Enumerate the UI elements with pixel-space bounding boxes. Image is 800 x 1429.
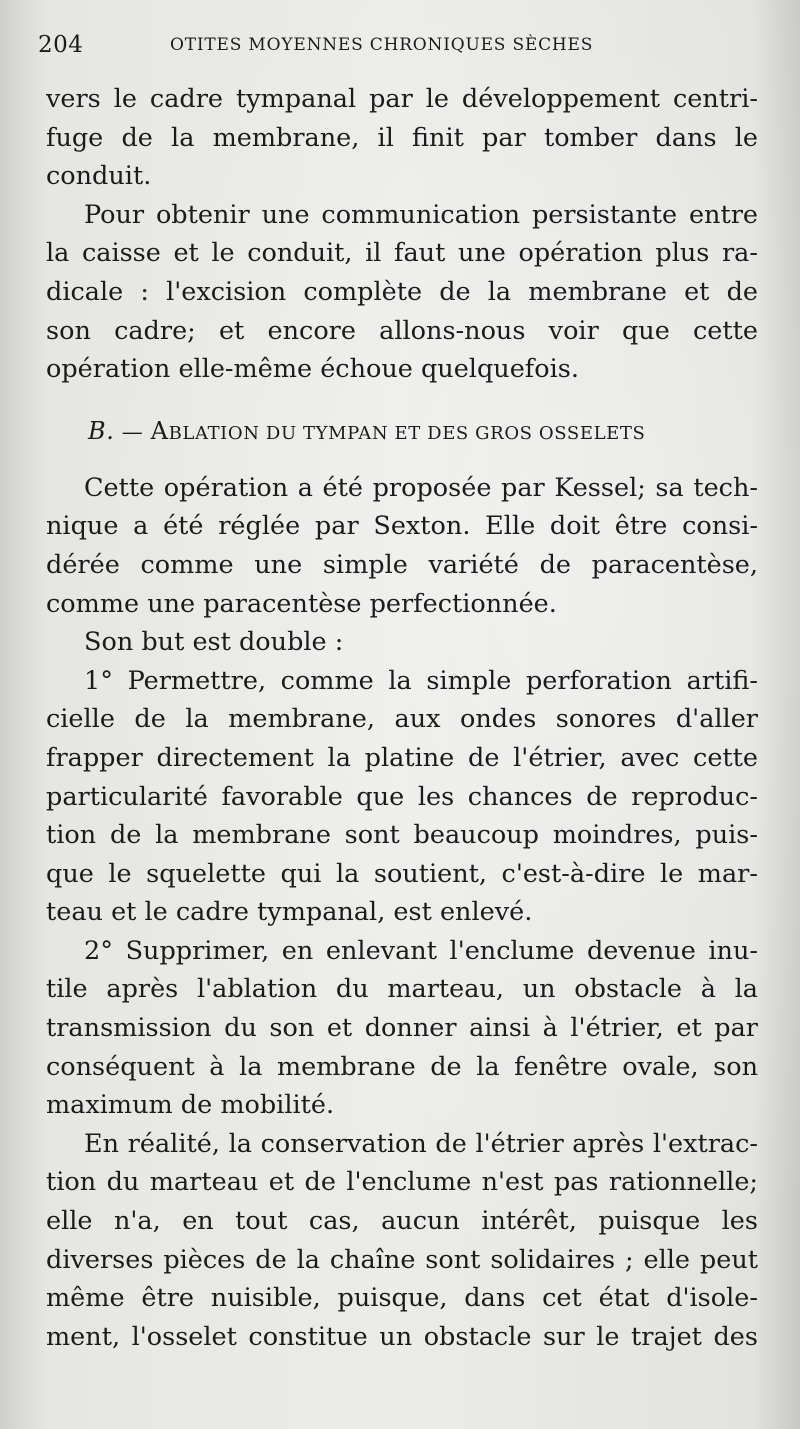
text-line: fuge de la membrane, il finit par tomber dans le (46, 122, 758, 153)
text-line: 2° Supprimer, en enlevant l'enclume devenue inu- (84, 935, 758, 966)
section-dash: — (121, 419, 144, 444)
text-line: transmission du son et donner ainsi à l'étrier, et par (46, 1013, 758, 1044)
running-head: OTITES MOYENNES CHRONIQUES SÈCHES (170, 35, 594, 55)
page-header (38, 32, 758, 62)
text-line: son cadre; et encore allons-nous voir que cette (46, 315, 758, 346)
text-line: En réalité, la conservation de l'étrier après l'extrac- (84, 1128, 758, 1159)
text-line: nique a été réglée par Sexton. Elle doit être consi- (46, 511, 758, 542)
text-line: dicale : l'excision complète de la membrane et de (46, 276, 758, 307)
text-line: 1° Permettre, comme la simple perforation artifi- (84, 665, 758, 696)
text-line: Cette opération a été proposée par Kessel; sa tech- (84, 472, 758, 503)
text-line: diverses pièces de la chaîne sont solidaires ; elle peut (46, 1244, 758, 1275)
text-line: comme une paracentèse perfectionnée. (46, 588, 557, 619)
section-letter: B. (88, 416, 115, 445)
body-text (46, 80, 758, 1356)
paragraph (46, 1125, 758, 1357)
text-line: cielle de la membrane, aux ondes sonores d'aller (46, 704, 758, 735)
text-line: frapper directement la platine de l'étrier, avec cette (46, 742, 758, 773)
text-line: la caisse et le conduit, il faut une opération plus ra- (46, 238, 758, 269)
text-line: Son but est double : (84, 627, 344, 658)
text-line: particularité favorable que les chances de reproduc- (46, 781, 758, 812)
section-heading (46, 411, 758, 451)
section-title-initial: A (150, 416, 169, 445)
text-line: Pour obtenir une communication persistante entre (84, 199, 758, 230)
text-line: que le squelette qui la soutient, c'est-à-dire le mar- (46, 858, 758, 889)
text-line: ment, l'osselet constitue un obstacle sur le trajet des (46, 1321, 758, 1352)
text-line: teau et le cadre tympanal, est enlevé. (46, 897, 533, 928)
text-line: opération elle-même échoue quelquefois. (46, 354, 579, 385)
page-number: 204 (38, 32, 84, 58)
paragraph (46, 662, 758, 932)
text-line: tion de la membrane sont beaucoup moindres, puis- (46, 820, 758, 851)
text-line: maximum de mobilité. (46, 1090, 335, 1121)
text-line: conséquent à la membrane de la fenêtre ovale, son (46, 1051, 758, 1082)
section-title-text: BLATION DU TYMPAN ET DES GROS OSSELETS (168, 422, 646, 444)
text-line: tion du marteau et de l'enclume n'est pas rationnelle; (46, 1167, 758, 1198)
paragraph (46, 80, 758, 196)
text-line: dérée comme une simple variété de paracentèse, (46, 549, 758, 580)
paragraph (46, 623, 758, 662)
paragraph (46, 932, 758, 1125)
paragraph (46, 469, 758, 623)
text-line: conduit. (46, 161, 152, 192)
text-line: même être nuisible, puisque, dans cet état d'isole- (46, 1283, 758, 1314)
text-line: vers le cadre tympanal par le développement centri- (46, 84, 758, 114)
paragraph (46, 196, 758, 389)
text-line: tile après l'ablation du marteau, un obstacle à la (46, 974, 758, 1005)
text-line: elle n'a, en tout cas, aucun intérêt, puisque les (46, 1206, 758, 1237)
